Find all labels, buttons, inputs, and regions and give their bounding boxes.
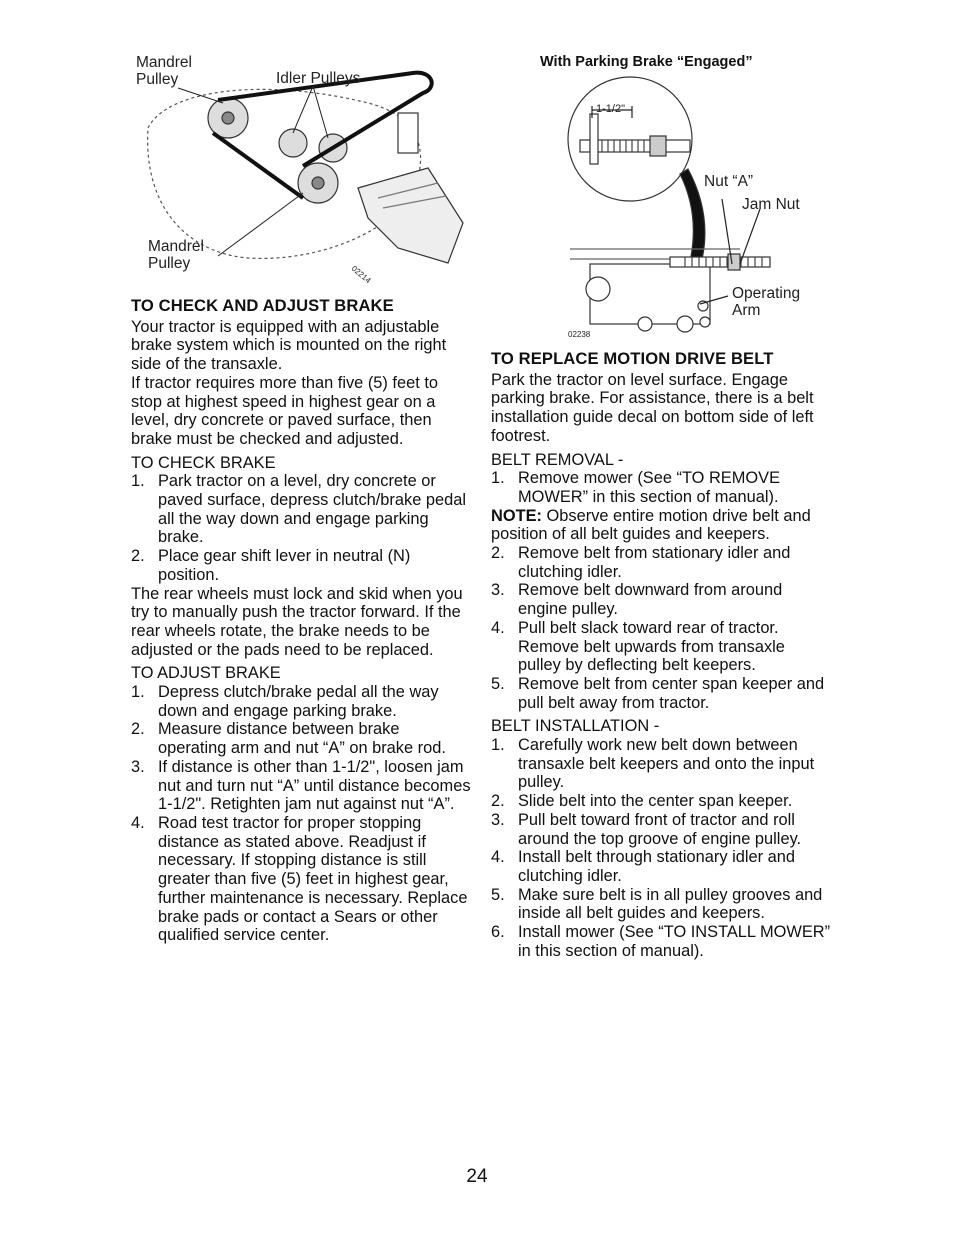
label-mandrel-pulley-bottom: Mandrel Pulley xyxy=(148,238,204,272)
label-dimension: 1-1/2" xyxy=(596,103,625,115)
belt-install-heading: BELT INSTALLATION - xyxy=(491,717,660,736)
adjust-brake-heading: TO ADJUST BRAKE xyxy=(131,664,281,683)
check-brake-after: The rear wheels must lock and skid when you try to manually push the tractor forward. If the rear wheels rotate, the brake needs to be adjusted or the pads need to be replaced. xyxy=(131,584,463,659)
label-nut-a: Nut “A” xyxy=(704,173,754,190)
list-item: 4. Install belt through stationary idler and clutching idler. xyxy=(491,848,795,885)
belt-removal-steps xyxy=(491,469,831,506)
belt-removal-heading: BELT REMOVAL - xyxy=(491,450,624,469)
belt-install-steps xyxy=(491,736,831,960)
list-item: 2. Place gear shift lever in neutral (N) position. xyxy=(131,547,411,584)
check-brake-steps xyxy=(131,472,471,584)
check-brake-heading: TO CHECK BRAKE xyxy=(131,453,276,472)
label-mandrel-pulley-top: Mandrel Pulley xyxy=(136,54,192,88)
list-item: 6. Install mower (See “TO INSTALL MOWER” in this section of manual). xyxy=(491,923,831,960)
list-item: 3. If distance is other than 1-1/2", loosen jam nut and turn nut “A” until distance becomes 1-1/2". Retighten jam nut against nut “A”. xyxy=(131,757,471,814)
list-item: 1. Park tractor on a level, dry concrete or paved surface, depress clutch/brake pedal all the way down and engage parking brake. xyxy=(131,472,466,547)
list-item: 2. Remove belt from stationary idler and clutching idler. xyxy=(491,544,791,581)
list-item: 1. Carefully work new belt down between transaxle belt keepers and onto the input pulley. xyxy=(491,736,815,792)
adjust-brake-steps xyxy=(131,683,471,945)
brake-figure xyxy=(560,74,820,344)
list-item: 2. Slide belt into the center span keeper. xyxy=(491,792,793,811)
figure-code: 02214 xyxy=(349,263,373,286)
list-item: 1. Depress clutch/brake pedal all the way down and engage parking brake. xyxy=(131,683,439,720)
belt-heading: TO REPLACE MOTION DRIVE BELT xyxy=(491,349,774,368)
label-idler-pulleys: Idler Pulleys xyxy=(276,70,361,87)
label-jam-nut: Jam Nut xyxy=(742,196,800,213)
list-item: 4. Road test tractor for proper stopping distance as stated above. Readjust if necessary. If stopping distance is still greater than five (5) feet in highest gear, further maintenance is necessary. Replace brake pads or contact a Sears or other qualified service center. xyxy=(131,813,468,945)
brake-figure-title: With Parking Brake “Engaged” xyxy=(540,54,753,70)
mower-deck-belt-figure xyxy=(128,48,468,288)
belt-intro: Park the tractor on level surface. Engage parking brake. For assistance, there is a belt installation guide decal on bottom side of left footrest. xyxy=(491,370,814,445)
label-operating-arm: Operating Arm xyxy=(732,285,801,319)
brake-heading: TO CHECK AND ADJUST BRAKE xyxy=(131,296,394,315)
brake-intro-1: Your tractor is equipped with an adjustable brake system which is mounted on the right side of the transaxle. xyxy=(131,317,447,374)
belt-note: NOTE: Observe entire motion drive belt and position of all belt guides and keepers. xyxy=(491,506,811,544)
list-item: 4. Pull belt slack toward rear of tractor. Remove belt upwards from transaxle pulley by deflecting belt keepers. xyxy=(491,618,785,675)
list-item: 1. Remove mower (See “TO REMOVE MOWER” in this section of manual). xyxy=(491,469,781,506)
list-item: 2. Measure distance between brake operating arm and nut “A” on brake rod. xyxy=(131,720,446,758)
brake-section xyxy=(131,297,471,945)
belt-removal-steps-cont xyxy=(491,544,831,712)
list-item: 5. Make sure belt is in all pulley grooves and inside all belt guides and keepers. xyxy=(491,885,823,923)
figure-code: 02238 xyxy=(568,330,591,339)
list-item: 3. Pull belt toward front of tractor and roll around the top groove of engine pulley. xyxy=(491,810,802,848)
list-item: 3. Remove belt downward from around engine pulley. xyxy=(491,581,783,619)
list-item: 5. Remove belt from center span keeper and pull belt away from tractor. xyxy=(491,674,825,712)
page-number: 24 xyxy=(466,1166,488,1187)
belt-section xyxy=(491,350,831,961)
brake-intro-2: If tractor requires more than five (5) feet to stop at highest speed in highest gear on a level, dry concrete or paved surface, then brake must be checked and adjusted. xyxy=(131,373,438,448)
